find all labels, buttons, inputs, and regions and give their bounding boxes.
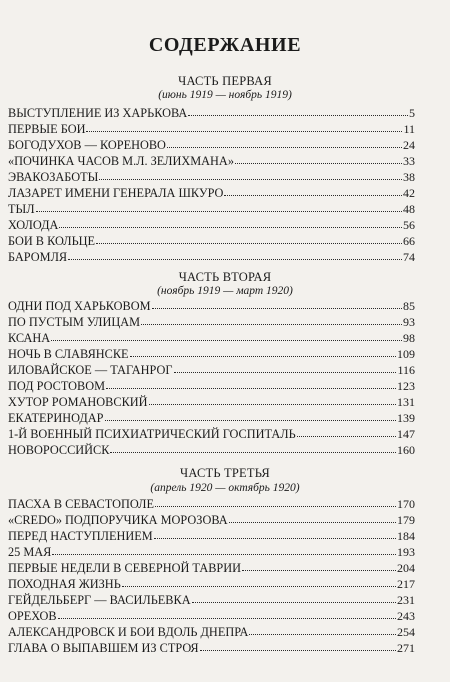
toc-entry-title: ХУТОР РОМАНОВСКИЙ — [8, 395, 148, 409]
toc-entry-page: 116 — [397, 363, 415, 377]
dot-leader — [106, 378, 396, 389]
toc-entry-page: 98 — [403, 331, 415, 345]
toc-entry-title: АЛЕКСАНДРОВСК И БОИ ВДОЛЬ ДНЕПРА — [8, 625, 249, 639]
toc-entry-title: «CREDO» ПОДПОРУЧИКА МОРОЗОВА — [8, 513, 228, 527]
dot-leader — [174, 362, 397, 373]
toc-entry-title: ОДНИ ПОД ХАРЬКОВОМ — [8, 299, 151, 313]
toc-entry-title: НОЧЬ В СЛАВЯНСКЕ — [8, 347, 129, 361]
toc-entry-title: БОИ В КОЛЬЦЕ — [8, 234, 96, 248]
dot-leader — [154, 528, 396, 539]
toc-entry[interactable] — [8, 528, 415, 544]
toc-entry-title: ПЕРВЫЕ НЕДЕЛИ В СЕВЕРНОЙ ТАВРИИ — [8, 561, 242, 575]
dot-leader — [188, 105, 408, 116]
toc-entry-title: БОГОДУХОВ — КОРЕНОВО — [8, 138, 166, 152]
toc-entry[interactable] — [8, 153, 415, 169]
toc-entry-page: 93 — [403, 315, 415, 329]
toc-entry-page: 56 — [403, 218, 415, 232]
part-1-dates: (июнь 1919 — ноябрь 1919) — [158, 89, 292, 101]
part-2-dates: (ноябрь 1919 — март 1920) — [157, 285, 293, 297]
toc-entry[interactable] — [8, 185, 415, 201]
dot-leader — [152, 298, 402, 309]
toc-entry-page: 139 — [397, 411, 415, 425]
toc-entry-page: 109 — [397, 347, 415, 361]
toc-entry-page: 85 — [403, 299, 415, 313]
toc-entry-page: 254 — [397, 625, 415, 639]
toc-entry[interactable] — [8, 394, 415, 410]
toc-entry-page: 170 — [397, 497, 415, 511]
part-3-title: ЧАСТЬ ТРЕТЬЯ — [180, 466, 270, 480]
toc-entry-title: ЕКАТЕРИНОДАР — [8, 411, 104, 425]
toc-entry-page: 74 — [403, 250, 415, 264]
toc-entry-title: ГЛАВА О ВЫПАВШЕМ ИЗ СТРОЯ — [8, 641, 199, 655]
toc-entry-page: 24 — [403, 138, 415, 152]
toc-entry-title: ПЕРВЫЕ БОИ — [8, 122, 86, 136]
part-1-title: ЧАСТЬ ПЕРВАЯ — [178, 74, 272, 88]
toc-entry-page: 66 — [403, 234, 415, 248]
toc-entry[interactable] — [8, 624, 415, 640]
toc-entry[interactable] — [8, 560, 415, 576]
part-3-dates: (апрель 1920 — октябрь 1920) — [150, 482, 300, 494]
toc-entry[interactable] — [8, 314, 415, 330]
part-2-title: ЧАСТЬ ВТОРАЯ — [178, 270, 272, 284]
dot-leader — [200, 640, 396, 651]
toc-entry-title: ПОХОДНАЯ ЖИЗНЬ — [8, 577, 121, 591]
toc-entry[interactable] — [8, 249, 415, 265]
toc-entry[interactable] — [8, 410, 415, 426]
page-title: СОДЕРЖАНИЕ — [148, 34, 302, 56]
dot-leader — [86, 121, 402, 132]
toc-entry-page: 231 — [397, 593, 415, 607]
toc-entry[interactable] — [8, 169, 415, 185]
dot-leader — [36, 201, 402, 212]
toc-entry-page: 42 — [403, 186, 415, 200]
toc-entry-title: ГЕЙДЕЛЬБЕРГ — ВАСИЛЬЕВКА — [8, 593, 191, 607]
dot-leader — [242, 560, 396, 571]
toc-entry[interactable] — [8, 137, 415, 153]
toc-entry-title: ПАСХА В СЕВАСТОПОЛЕ — [8, 497, 154, 511]
toc-entry[interactable] — [8, 442, 415, 458]
toc-entry-title: ПО ПУСТЫМ УЛИЦАМ — [8, 315, 141, 329]
toc-entry[interactable] — [8, 378, 415, 394]
toc-entry[interactable] — [8, 608, 415, 624]
toc-entry[interactable] — [8, 362, 415, 378]
dot-leader — [235, 153, 402, 164]
dot-leader — [149, 394, 396, 405]
dot-leader — [229, 512, 396, 523]
dot-leader — [96, 233, 402, 244]
toc-entry-page: 5 — [409, 106, 415, 120]
toc-entry-page: 38 — [403, 170, 415, 184]
toc-entry-title: ЛАЗАРЕТ ИМЕНИ ГЕНЕРАЛА ШКУРО — [8, 186, 224, 200]
dot-leader — [59, 217, 402, 228]
toc-entry-page: 243 — [397, 609, 415, 623]
toc-entry-title: ПЕРЕД НАСТУПЛЕНИЕМ — [8, 529, 153, 543]
toc-entry-page: 147 — [397, 427, 415, 441]
toc-entry-title: ТЫЛ — [8, 202, 35, 216]
toc-entry[interactable] — [8, 217, 415, 233]
toc-entry-title: ИЛОВАЙСКОЕ — ТАГАНРОГ — [8, 363, 173, 377]
dot-leader — [52, 544, 396, 555]
dot-leader — [68, 249, 402, 260]
toc-entry-title: КСАНА — [8, 331, 51, 345]
dot-leader — [249, 624, 396, 635]
dot-leader — [167, 137, 402, 148]
toc-entry-title: ПОД РОСТОВОМ — [8, 379, 106, 393]
dot-leader — [130, 346, 396, 357]
toc-entry[interactable] — [8, 640, 415, 656]
toc-entry[interactable] — [8, 496, 415, 512]
dot-leader — [51, 330, 402, 341]
toc-entry[interactable] — [8, 426, 415, 442]
toc-entry-page: 131 — [397, 395, 415, 409]
toc-entry-title: НОВОРОССИЙСК — [8, 443, 110, 457]
toc-entry-page: 48 — [403, 202, 415, 216]
dot-leader — [224, 185, 402, 196]
toc-entry-page: 33 — [403, 154, 415, 168]
dot-leader — [141, 314, 402, 325]
toc-entry-page: 184 — [397, 529, 415, 543]
toc-entry-title: ВЫСТУПЛЕНИЕ ИЗ ХАРЬКОВА — [8, 106, 188, 120]
toc-entry[interactable] — [8, 298, 415, 314]
dot-leader — [297, 426, 396, 437]
dot-leader — [192, 592, 396, 603]
toc-entry-page: 123 — [397, 379, 415, 393]
toc-entry-page: 179 — [397, 513, 415, 527]
toc-entry[interactable] — [8, 512, 415, 528]
dot-leader — [58, 608, 396, 619]
toc-entry-page: 204 — [397, 561, 415, 575]
toc-entry[interactable] — [8, 576, 415, 592]
toc-entry-page: 271 — [397, 641, 415, 655]
toc-entry-title: ОРЕХОВ — [8, 609, 57, 623]
toc-entry[interactable] — [8, 201, 415, 217]
dot-leader — [155, 496, 396, 507]
dot-leader — [122, 576, 396, 587]
toc-entry-page: 193 — [397, 545, 415, 559]
toc-entry-title: 25 МАЯ — [8, 545, 52, 559]
toc-entry-title: «ПОЧИНКА ЧАСОВ М.Л. ЗЕЛИХМАНА» — [8, 154, 234, 168]
toc-entry-page: 11 — [403, 122, 415, 136]
toc-entry-title: БАРОМЛЯ — [8, 250, 68, 264]
toc-entry[interactable] — [8, 121, 415, 137]
toc-entry[interactable] — [8, 544, 415, 560]
toc-entry-page: 217 — [397, 577, 415, 591]
toc-entry[interactable] — [8, 330, 415, 346]
toc-entry[interactable] — [8, 346, 415, 362]
toc-entry-title: 1-Й ВОЕННЫЙ ПСИХИАТРИЧЕСКИЙ ГОСПИТАЛЬ — [8, 427, 296, 441]
toc-entry[interactable] — [8, 233, 415, 249]
toc-entry[interactable] — [8, 105, 415, 121]
toc-entry-title: ХОЛОДА — [8, 218, 59, 232]
dot-leader — [99, 169, 402, 180]
toc-entry-page: 160 — [397, 443, 415, 457]
dot-leader — [110, 442, 396, 453]
toc-entry[interactable] — [8, 592, 415, 608]
toc-entry-title: ЭВАКОЗАБОТЫ — [8, 170, 99, 184]
dot-leader — [105, 410, 396, 421]
